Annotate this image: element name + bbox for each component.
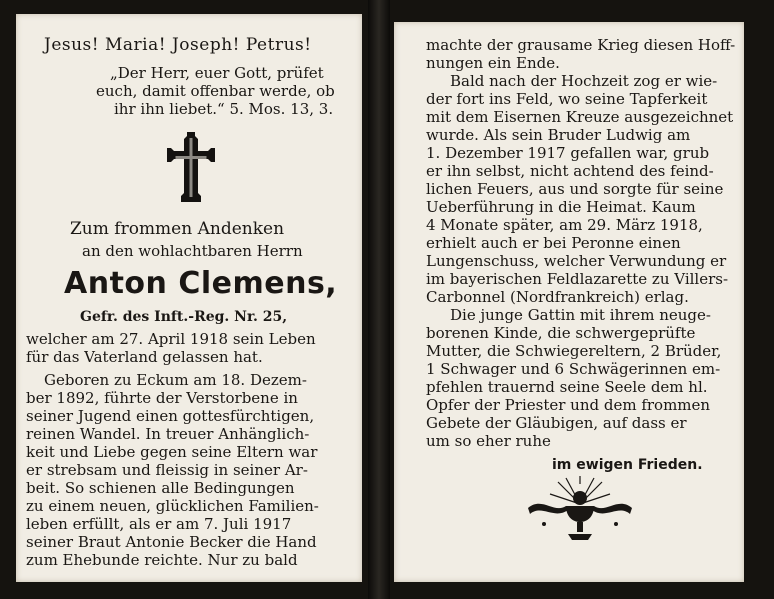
body-line: Bald nach der Hochzeit zog er wie- bbox=[450, 72, 718, 90]
body-line: beit. So schienen alle Bedingungen bbox=[26, 479, 295, 497]
body-line: für das Vaterland gelassen hat. bbox=[26, 348, 263, 366]
body-line: wurde. Als sein Bruder Ludwig am bbox=[426, 126, 691, 144]
body-line: er strebsam und fleissig in seiner Ar- bbox=[26, 461, 308, 479]
body-line: zum Ehebunde reichte. Nur zu bald bbox=[26, 551, 298, 569]
body-line: 1. Dezember 1917 gefallen war, grub bbox=[426, 144, 710, 162]
body-line: welcher am 27. April 1918 sein Leben bbox=[26, 330, 316, 348]
body-line: seiner Braut Antonie Becker die Hand bbox=[26, 533, 317, 551]
body-line: 1 Schwager und 6 Schwägerinnen em- bbox=[426, 360, 721, 378]
body-line: Opfer der Priester und dem frommen bbox=[426, 396, 711, 414]
body-line: 4 Monate später, am 29. März 1918, bbox=[426, 216, 703, 234]
deceased-name: Anton Clemens, bbox=[64, 266, 338, 301]
body-line: zu einem neuen, glücklichen Familien- bbox=[26, 497, 319, 515]
quote-line: ihr ihn liebet.“ 5. Mos. 13, 3. bbox=[114, 100, 334, 118]
right-page bbox=[394, 22, 744, 582]
body-line: Lungenschuss, welcher Verwundung er bbox=[426, 252, 727, 270]
body-line: Gebete der Gläubigen, auf dass er bbox=[426, 414, 687, 432]
body-line: lichen Feuers, aus und sorgte für seine bbox=[426, 180, 724, 198]
body-line: reinen Wandel. In treuer Anhänglich- bbox=[26, 425, 310, 443]
body-line: Geboren zu Eckum am 18. Dezem- bbox=[44, 371, 307, 389]
quote-line: euch, damit offenbar werde, ob bbox=[96, 82, 335, 100]
body-line: um so eher ruhe bbox=[426, 432, 551, 450]
invocation-heading: Jesus! Maria! Joseph! Petrus! bbox=[44, 35, 312, 55]
card-fold bbox=[368, 0, 390, 599]
body-line: keit und Liebe gegen seine Eltern war bbox=[26, 443, 318, 461]
memorial-subline: an den wohlachtbaren Herrn bbox=[82, 242, 303, 260]
body-line: im bayerischen Feldlazarette zu Villers- bbox=[426, 270, 729, 288]
left-page bbox=[16, 14, 362, 582]
body-line: mit dem Eisernen Kreuze ausgezeichnet bbox=[426, 108, 734, 126]
body-line: pfehlen trauernd seine Seele dem hl. bbox=[426, 378, 708, 396]
body-line: Mutter, die Schwiegereltern, 2 Brüder, bbox=[426, 342, 722, 360]
body-line: er ihn selbst, nicht achtend des feind- bbox=[426, 162, 714, 180]
closing-line: im ewigen Frieden. bbox=[552, 457, 703, 473]
body-line: borenen Kinde, die schwergeprüfte bbox=[426, 324, 696, 342]
body-line: machte der grausame Krieg diesen Hoff- bbox=[426, 36, 736, 54]
body-line: seiner Jugend einen gottesfürchtigen, bbox=[26, 407, 315, 425]
body-line: leben erfüllt, als er am 7. Juli 1917 bbox=[26, 515, 292, 533]
body-line: ber 1892, führte der Verstorbene in bbox=[26, 389, 298, 407]
body-line: der fort ins Feld, wo seine Tapferkeit bbox=[426, 90, 708, 108]
latin-cross-icon bbox=[166, 130, 216, 206]
quote-line: „Der Herr, euer Gott, prüfet bbox=[110, 64, 324, 82]
body-line: Ueberführung in die Heimat. Kaum bbox=[426, 198, 696, 216]
body-line: Carbonnel (Nordfrankreich) erlag. bbox=[426, 288, 689, 306]
body-line: erhielt auch er bei Peronne einen bbox=[426, 234, 681, 252]
body-line: Die junge Gattin mit ihrem neuge- bbox=[450, 306, 711, 324]
radiant-chalice-ornament-icon bbox=[520, 474, 640, 546]
memorial-line: Zum frommen Andenken bbox=[70, 219, 285, 239]
military-rank: Gefr. des Inft.-Reg. Nr. 25, bbox=[80, 309, 288, 325]
body-line: nungen ein Ende. bbox=[426, 54, 560, 72]
